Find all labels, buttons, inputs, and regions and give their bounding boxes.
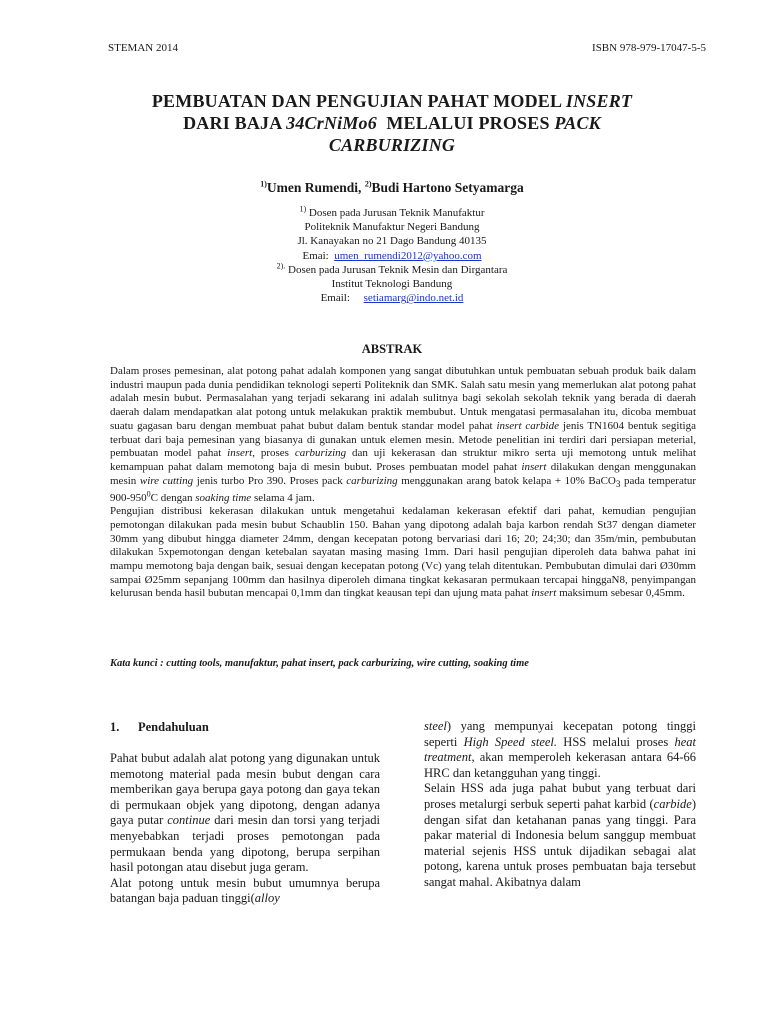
email-link-1[interactable]: umen_rumendi2012@yahoo.com [334, 249, 482, 262]
section-heading: 1. Pendahuluan [110, 720, 209, 734]
abstract-heading: ABSTRAK [361, 342, 423, 356]
email-link-2[interactable]: setiamarg@indo.net.id [363, 292, 464, 305]
affiliations [100, 206, 684, 305]
body-paragraph-4: Selain HSS ada juga pahat bubut yang terbuat dari proses metalurgi serbuk seperti pahat karbid (carbide) dengan sifat dan ketahanan panas yang tinggi. Para pakar material di Indonesia belum sanggup membuat material sejenis HSS untuk dijadikan sebagai alat potong, karena untuk proses pembuatan baja tersebut sangat mahal. Akibatnya dalam [424, 781, 696, 889]
abstract-body [110, 365, 696, 601]
affiliation-1-line-1: $^{1)}$ Dosen pada Jurusan Teknik Manufaktur [299, 204, 485, 219]
paper-title [100, 90, 684, 156]
body-column-right [424, 719, 696, 891]
body-paragraph-3: steel) yang mempunyai kecepatan potong tinggi seperti High Speed steel. HSS melalui proses heat treatment, akan memperoleh kekerasan antara 64-66 HRC dan ketangguhan yang tinggi. [424, 719, 696, 780]
running-header-conference: STEMAN 2014 [108, 42, 178, 54]
affiliation-2-email: Email: setiamarg@indo.net.id [320, 292, 464, 305]
title-line-3: CARBURIZING [328, 135, 456, 155]
author-1: Umen Rumendi, [266, 180, 365, 195]
body-paragraph-1: Pahat bubut adalah alat potong yang digunakan untuk memotong material pada mesin bubut dengan cara memberikan gaya berupa gaya potong dan gaya tekan di permukaan objek yang dipotong, dengan adanya gaya putar continue dari mesin dan torsi yang terjadi menyebabkan terjadi proses pemotongan pada permukaan benda yang dipotong, berupa serpihan hasil potongan atau disebut juga geram. [110, 751, 380, 875]
title-line-2: DARI BAJA 34CrNiMo6 MELALUI PROSES PACK [183, 113, 601, 133]
body-column-left [110, 720, 380, 907]
title-line-1: PEMBUATAN DAN PENGUJIAN PAHAT MODEL INSERT [151, 91, 633, 111]
abstract-paragraph-1: Dalam proses pemesinan, alat potong pahat adalah komponen yang sangat dibutuhkan untuk pembuatan sebuah produk baik dalam industri maupun pada dunia pendidikan teknologi seperti Politeknik dan SMK. Salah satu mesin yang memerlukan alat potong pahat adalah mesin bubut. Permasalahan yang terjadi sekarang ini adalah sulitnya bagi sekolah sekolah teknik yang berada di daerah daerah dalam mendapatkan alat potong untuk melakukan praktik membubut. Untuk mengatasi permasalahan itu, dicoba membuat suatu gagasan baru dengan membuat pahat bubut dalam bentuk standar model pahat insert carbide jenis TN1604 bentuk segitiga terbuat dari baja pemesinan yang biasanya di gunakan untuk elemen mesin. Metode penelitian ini terdiri dari persiapan meterial, pembuatan model pahat insert, proses carburizing dan uji kekerasan dan struktur mikro serta uji memotong untuk melihat kemampuan pahat dalam memotong baja di mesin bubut. Proses pembuatan model pahat insert dilakukan dengan menggunakan mesin wire cutting jenis turbo Pro 390. Proses pack carburizing menggunakan arang batok kelapa + 10% BaCO$_3$ pada temperatur $900-950^0C$ dengan soaking time selama 4 jam. [110, 365, 697, 504]
affiliation-2-line-1: $^{2).}$ Dosen pada Jurusan Teknik Mesin dan Dirgantara [276, 261, 508, 276]
affiliation-1-line-3: Jl. Kanayakan no 21 Dago Bandung 40135 [297, 235, 487, 248]
body-paragraph-2: Alat potong untuk mesin bubut umumnya berupa batangan baja paduan tinggi(alloy [110, 875, 380, 906]
author-list: $^{1)}$Umen Rumendi, $^{2)}$Budi Hartono Setyamarga [260, 179, 524, 195]
affiliation-1-email: Emai: umen_rumendi2012@yahoo.com [302, 249, 482, 262]
abstract-paragraph-2: Pengujian distribusi kekerasan dilakukan untuk mengetahui kedalaman kekerasan efektif dari pahat, kemudian pengujian pemotongan dilakukan pada mesin bubut Schaublin 150. Bahan yang dipotong adalah baja karbon rendah St37 dengan diameter 30mm yang dibubut hingga diameter 24mm, dengan kecepatan potong bervariasi dari 16; 20; 24;30; dan 35m/min, pembubutan dilakukan 5xpemotongan dengan ketebalan sayatan masing masing 1mm. Dari hasil pengujian diperoleh data bahwa pahat ini mampu memotong baja dengan baik, sesuai dengan kecepatan potong (Vc) yang telah ditentukan. Pembubutan dimulai dari Ø30mm sampai Ø25mm sepanjang 100mm dan hasilnya diperoleh dimana tingkat kekasaran permukaan tercapai hinggaN8, penyimpangan kelurusan benda hasil bubutan mencapai 0,1mm dan tingkat keausan tepi dan ujung mata pahat insert maksimum sebesar 0,45mm. [110, 505, 696, 600]
keywords: Kata kunci : cutting tools, manufaktur, pahat insert, pack carburizing, wire cutting, soaking time [110, 658, 529, 669]
author-2: Budi Hartono Setyamarga [371, 180, 524, 195]
affiliation-1-line-2: Politeknik Manufaktur Negeri Bandung [304, 221, 480, 234]
running-header-isbn: ISBN 978-979-17047-5-5 [592, 42, 706, 54]
affiliation-2-line-2: Institut Teknologi Bandung [331, 278, 453, 291]
